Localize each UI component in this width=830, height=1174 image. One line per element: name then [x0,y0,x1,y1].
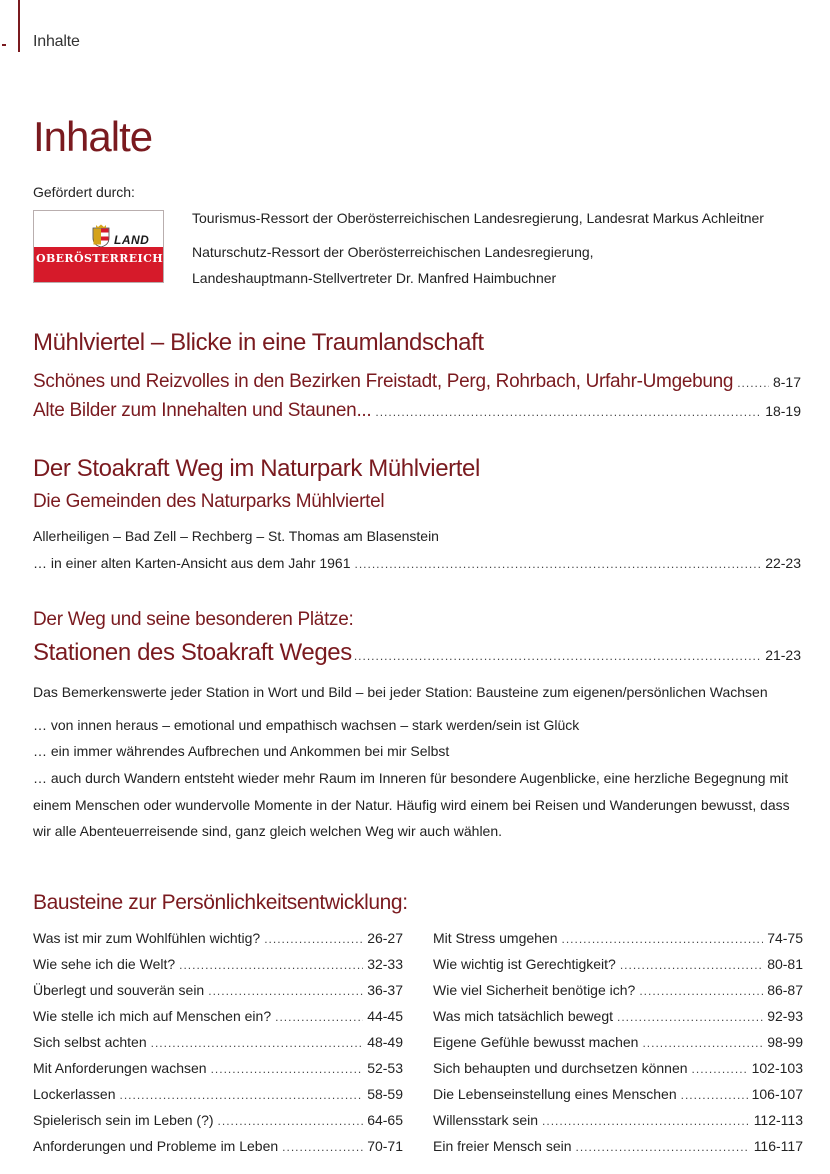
toc-entry-pages: 52-53 [367,1060,403,1076]
logo-text-oberoesterreich: OBERÖSTERREICH [35,252,164,265]
sponsor-line-3: Landeshauptmann-Stellvertreter Dr. Manfred Haimbuchner [192,270,557,286]
toc-leader [275,1008,363,1024]
toc-entry-title: Mit Stress umgehen [433,930,558,946]
toc-entry[interactable] [33,1138,403,1164]
toc-entry-pages: 116-117 [753,1138,803,1154]
toc-entry-title: Wie sehe ich die Welt? [33,956,176,972]
toc-entry-title: Lockerlassen [33,1086,116,1102]
toc-entry-title: Die Lebenseinstellung eines Menschen [433,1086,677,1102]
toc-entry-title: Wie viel Sicherheit benötige ich? [433,982,636,998]
coat-of-arms-icon [92,224,110,248]
toc-leader [282,1138,363,1154]
toc-entry-pages: 70-71 [367,1138,403,1154]
toc-leader [355,555,762,571]
page-title: Inhalte [33,113,153,160]
toc-entry-pages: 21-23 [765,647,801,663]
toc-leader [562,930,764,946]
toc-entry[interactable] [433,1008,803,1034]
toc-leader [642,1034,763,1050]
toc-leader [354,647,761,665]
toc-entry-title: Wie wichtig ist Gerechtigkeit? [433,956,616,972]
toc-leader [542,1112,750,1128]
toc-leader [120,1086,364,1102]
toc-leader [681,1086,748,1102]
stations-line-2: … ein immer währendes Aufbrechen und Ankommen bei mir Selbst [33,743,450,759]
toc-leader [375,403,761,421]
toc-entry[interactable] [433,1060,803,1086]
toc-entry[interactable] [33,1034,403,1060]
toc-entry-title: Schönes und Reizvolles in den Bezirken Freistadt, Perg, Rohrbach, Urfahr-Umgebung [33,371,734,392]
toc-entry[interactable] [33,1008,403,1034]
toc-entry-title: Spielerisch sein im Leben (?) [33,1112,214,1128]
toc-leader [264,930,363,946]
stations-paragraph: … auch durch Wandern entsteht wieder mehr Raum im Inneren für besondere Augenblicke, eine herzliche Begegnung mit einem Menschen oder wundervolle Momente in der Natur. Häufig wird einem bei Reisen und Wanderungen bewusst, dass wir alle Abenteuerreisende sind, ganz gleich welchen Weg wir auch wählen. [33,770,790,839]
toc-entry-pages: 22-23 [765,555,801,571]
toc-entry[interactable] [33,1060,403,1086]
land-oberoesterreich-logo [33,210,164,283]
toc-leader [151,1034,364,1050]
toc-entry-title: Mit Anforderungen wachsen [33,1060,207,1076]
toc-entry[interactable] [33,555,801,571]
section-subheading-gemeinden: Die Gemeinden des Naturparks Mühlviertel [33,491,385,512]
header-rule [18,0,20,52]
toc-entry-pages: 106-107 [751,1086,803,1102]
toc-entry[interactable] [33,1112,403,1138]
toc-entry-title: Sich selbst achten [33,1034,147,1050]
section-heading-bausteine: Bausteine zur Persönlichkeitsentwicklung: [33,891,408,914]
sponsor-line-2: Naturschutz-Ressort der Oberösterreichischen Landesregierung, [192,244,594,260]
toc-leader [218,1112,364,1128]
toc-entry-pages: 48-49 [367,1034,403,1050]
toc-entry-pages: 36-37 [367,982,403,998]
toc-leader [576,1138,750,1154]
toc-entry-title: Sich behaupten und durchsetzen können [433,1060,688,1076]
toc-entry-pages: 44-45 [367,1008,403,1024]
toc-entry-title: Stationen des Stoakraft Weges [33,639,352,666]
toc-entry[interactable] [33,371,801,393]
toc-entry[interactable] [433,930,803,956]
toc-entry-title: Willensstark sein [433,1112,539,1128]
toc-entry-title: Ein freier Mensch sein [433,1138,572,1154]
toc-entry-pages: 92-93 [767,1008,803,1024]
logo-text-land: LAND [114,233,150,247]
sponsor-lead: Gefördert durch: [33,184,135,200]
toc-entry[interactable] [433,1086,803,1112]
toc-leader [211,1060,364,1076]
toc-entry-pages: 64-65 [367,1112,403,1128]
toc-entry[interactable] [33,639,801,667]
section-heading-stoakraft-weg: Der Stoakraft Weg im Naturpark Mühlviertel [33,455,480,482]
header-marker [2,44,6,46]
toc-entry[interactable] [433,1034,803,1060]
toc-entry-pages: 80-81 [767,956,803,972]
toc-entry-pages: 58-59 [367,1086,403,1102]
toc-entry-title: Überlegt und souverän sein [33,982,205,998]
gemeinden-list: Allerheiligen – Bad Zell – Rechberg – St. Thomas am Blasenstein [33,528,439,544]
stations-intro: Das Bemerkenswerte jeder Station in Wort und Bild – bei jeder Station: Bausteine zum eigenen/persönlichen Wachsen [33,684,768,700]
stations-line-1: … von innen heraus – emotional und empathisch wachsen – stark werden/sein ist Glück [33,717,580,733]
toc-entry-title: … in einer alten Karten-Ansicht aus dem Jahr 1961 [33,555,351,571]
toc-leader [620,956,763,972]
toc-entry-title: Wie stelle ich mich auf Menschen ein? [33,1008,272,1024]
toc-entry[interactable] [433,956,803,982]
toc-leader [617,1008,763,1024]
toc-column-left [33,930,403,1164]
toc-entry[interactable] [33,930,403,956]
toc-entry-pages: 26-27 [367,930,403,946]
toc-entry[interactable] [433,982,803,1008]
toc-entry-title: Was ist mir zum Wohlfühlen wichtig? [33,930,261,946]
toc-entry[interactable] [33,400,801,422]
toc-entry-pages: 86-87 [767,982,803,998]
toc-entry[interactable] [33,956,403,982]
toc-entry-pages: 98-99 [767,1034,803,1050]
section-heading-muehlviertel: Mühlviertel – Blicke in eine Traumlandschaft [33,329,484,356]
toc-column-right [433,930,803,1164]
toc-entry-pages: 112-113 [753,1112,803,1128]
toc-entry-pages: 74-75 [767,930,803,946]
toc-leader [737,374,769,392]
section-subheading-weg: Der Weg und seine besonderen Plätze: [33,609,354,630]
toc-leader [639,982,763,998]
toc-entry-pages: 102-103 [751,1060,803,1076]
toc-entry[interactable] [433,1112,803,1138]
toc-leader [692,1060,748,1076]
toc-entry-title: Eigene Gefühle bewusst machen [433,1034,639,1050]
toc-entry-title: Was mich tatsächlich bewegt [433,1008,613,1024]
toc-entry-pages: 18-19 [765,403,801,419]
toc-entry-title: Anforderungen und Probleme im Leben [33,1138,279,1154]
toc-leader [179,956,363,972]
toc-entry-pages: 8-17 [772,374,801,390]
toc-entry-pages: 32-33 [367,956,403,972]
toc-entry-title: Alte Bilder zum Innehalten und Staunen... [33,400,372,421]
toc-entry[interactable] [433,1138,803,1164]
running-header: Inhalte [33,33,80,50]
toc-leader [208,982,363,998]
sponsor-line-1: Tourismus-Ressort der Oberösterreichischen Landesregierung, Landesrat Markus Achleitner [192,210,764,226]
toc-entry[interactable] [33,982,403,1008]
toc-entry[interactable] [33,1086,403,1112]
